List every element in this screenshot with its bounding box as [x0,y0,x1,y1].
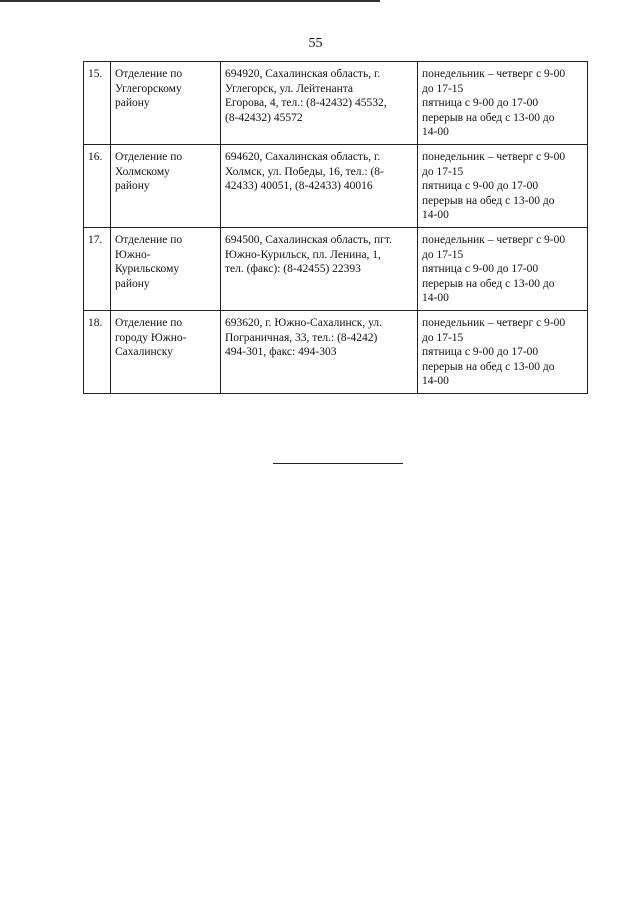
office-hours: понедельник – четверг с 9-00 до 17-15 пятница с 9-00 до 17-00 перерыв на обед с 13-00 до 14-00 [422,68,566,138]
office-name-cell [111,311,221,394]
office-address-cell [221,228,418,311]
office-name: Отделение по Углегорскому району [115,68,183,109]
office-hours: понедельник – четверг с 9-00 до 17-15 пятница с 9-00 до 17-00 перерыв на обед с 13-00 до 14-00 [422,234,566,304]
office-address-cell [221,145,418,228]
office-address: 694620, Сахалинская область, г. Холмск, ул. Победы, 16, тел.: (8- 42433) 40051, (8-42433) 40016 [225,151,384,192]
office-name-cell [111,145,221,228]
table-row [84,228,588,311]
row-number: 16. [88,151,103,163]
table-row [84,311,588,394]
office-address-cell [221,311,418,394]
office-address: 693620, г. Южно-Сахалинск, ул. Пограничная, 33, тел.: (8-4242) 494-301, факс: 494-303 [225,317,382,358]
office-name: Отделение по Южно- Курильскому району [115,234,183,290]
page-number: 55 [308,36,323,51]
office-address: 694500, Сахалинская область, пгт. Южно-Курильск, пл. Ленина, 1, тел. (факс): (8-42455) 22393 [225,234,392,275]
row-number-cell [84,62,111,145]
row-number-cell [84,311,111,394]
row-number: 17. [88,234,103,246]
office-name: Отделение по городу Южно- Сахалинску [115,317,187,358]
office-hours-cell [418,62,588,145]
row-number: 18. [88,317,103,329]
end-separator-line [273,463,403,464]
table-row [84,145,588,228]
office-address: 694920, Сахалинская область, г. Углегорск, ул. Лейтенанта Егорова, 4, тел.: (8-42432) 45532, (8-42432) 45572 [225,68,387,124]
office-address-cell [221,62,418,145]
office-name-cell [111,62,221,145]
office-hours-cell [418,228,588,311]
row-number: 15. [88,68,103,80]
table-row [84,62,588,145]
office-name-cell [111,228,221,311]
office-hours-cell [418,311,588,394]
offices-table [83,61,588,394]
top-border-line [0,0,380,2]
office-hours: понедельник – четверг с 9-00 до 17-15 пятница с 9-00 до 17-00 перерыв на обед с 13-00 до 14-00 [422,317,566,387]
office-name: Отделение по Холмскому району [115,151,183,192]
row-number-cell [84,145,111,228]
office-hours-cell [418,145,588,228]
row-number-cell [84,228,111,311]
office-hours: понедельник – четверг с 9-00 до 17-15 пятница с 9-00 до 17-00 перерыв на обед с 13-00 до 14-00 [422,151,566,221]
